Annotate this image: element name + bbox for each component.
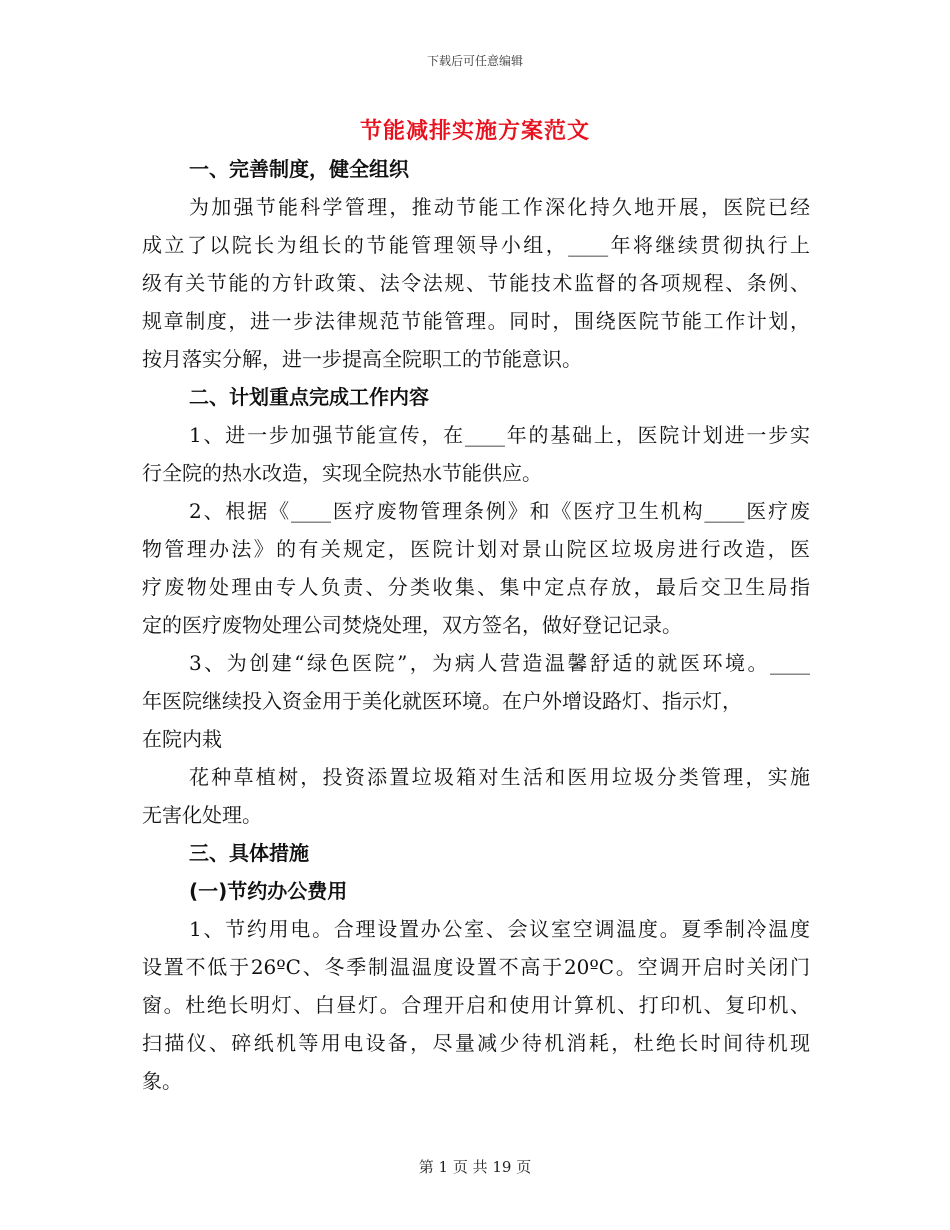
document-body — [142, 150, 810, 1100]
paragraph-line: 花种草植树，投资添置垃圾箱对生活和医用垃圾分类管理，实施 — [189, 765, 810, 789]
paragraph-line: 定的医疗废物处理公司焚烧处理，双方签名，做好登记记录。 — [142, 613, 682, 637]
paragraph-line: 3、为创建“绿色医院”，为病人营造温馨舒适的就医环境。____ — [189, 651, 810, 675]
paragraph-line: 规章制度，进一步法律规范节能管理。同时，围绕医院节能工作计划， — [142, 309, 810, 333]
paragraph-line: 年医院继续投入资金用于美化就医环境。在户外增设路灯、指示灯， — [142, 689, 742, 713]
paragraph-line: 2、根据《____医疗废物管理条例》和《医疗卫生机构____医疗废 — [189, 499, 810, 523]
section-heading-3: 三、具体措施 — [189, 841, 309, 865]
paragraph-line: 疗废物处理由专人负责、分类收集、集中定点存放，最后交卫生局指 — [142, 575, 810, 599]
paragraph-line: 扫描仪、碎纸机等用电设备，尽量减少待机消耗，杜绝长时间待机现 — [142, 1031, 810, 1055]
paragraph-line: 按月落实分解，进一步提高全院职工的节能意识。 — [142, 347, 582, 371]
document-title: 节能减排实施方案范文 — [359, 118, 590, 144]
paragraph-line: 为加强节能科学管理，推动节能工作深化持久地开展，医院已经 — [189, 195, 810, 219]
paragraph-line: 级有关节能的方针政策、法令法规、节能技术监督的各项规程、条例、 — [142, 271, 810, 295]
paragraph-line: 1、节约用电。合理设置办公室、会议室空调温度。夏季制冷温度 — [189, 917, 810, 941]
section-heading-1: 一、完善制度，健全组织 — [189, 157, 409, 181]
paragraph-line: 1、进一步加强节能宣传，在____年的基础上，医院计划进一步实 — [189, 423, 810, 447]
paragraph-line: 窗。杜绝长明灯、白昼灯。合理开启和使用计算机、打印机、复印机、 — [142, 993, 810, 1017]
subsection-heading: (一)节约办公费用 — [189, 879, 348, 903]
page-footer: 第 1 页 共 19 页 — [418, 1158, 532, 1176]
paragraph-line: 行全院的热水改造，实现全院热水节能供应。 — [142, 461, 542, 485]
paragraph-line: 成立了以院长为组长的节能管理领导小组，____年将继续贯彻执行上 — [142, 233, 810, 257]
section-heading-2: 二、计划重点完成工作内容 — [189, 385, 429, 409]
header-note: 下载后可任意编辑 — [426, 54, 523, 68]
paragraph-line: 无害化处理。 — [142, 803, 262, 827]
paragraph-line: 设置不低于26ºC、冬季制温温度设置不高于20ºC。空调开启时关闭门 — [142, 955, 810, 979]
paragraph-line: 象。 — [142, 1069, 182, 1093]
paragraph-line: 物管理办法》的有关规定，医院计划对景山院区垃圾房进行改造，医 — [142, 537, 810, 561]
paragraph-line: 在院内栽 — [142, 727, 222, 751]
